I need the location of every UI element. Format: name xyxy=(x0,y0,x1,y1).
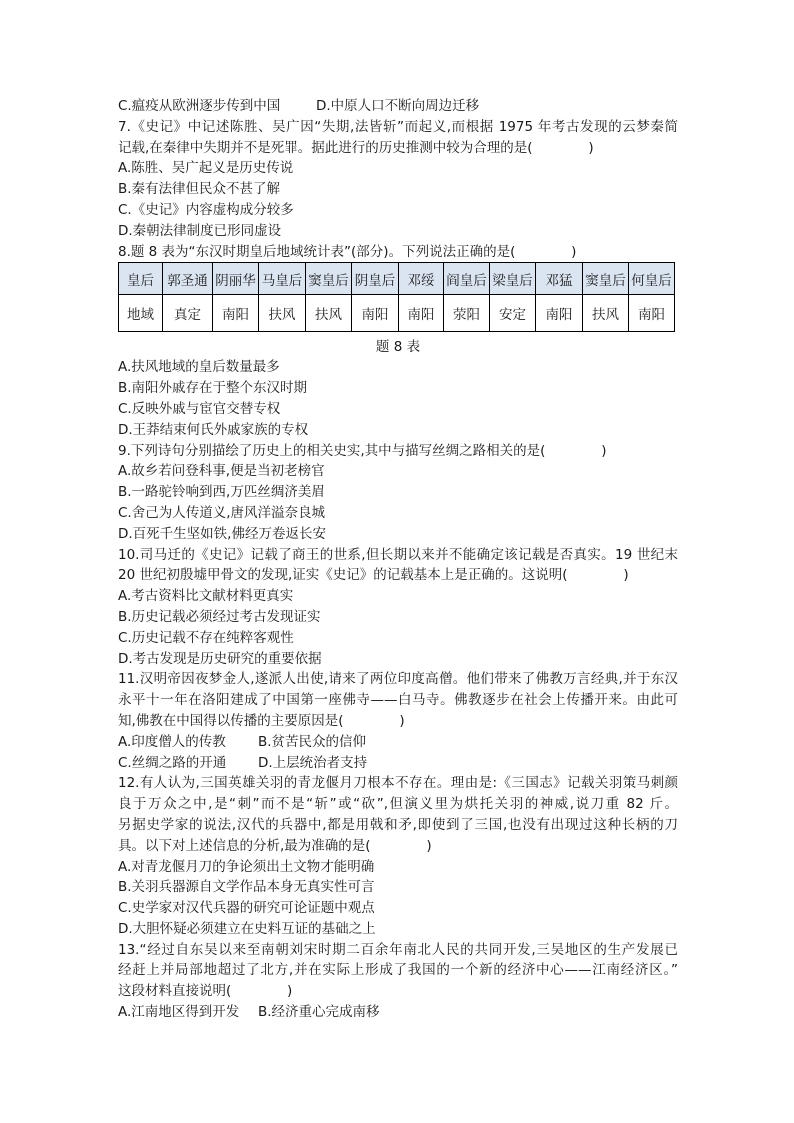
q10-option-d: D.考古发现是历史研究的重要依据 xyxy=(118,650,322,667)
q11-options-row-2 xyxy=(118,753,678,774)
q10-stem-line-1: 10.司马迁的《史记》记载了商王的世系,但长期以来并不能确定该记载是否真实。19 世纪末 xyxy=(118,546,678,563)
q12-option-b: B.关羽兵器源自文学作品本身无真实性可言 xyxy=(118,879,375,896)
q11-option-d: D.上层统治者支持 xyxy=(258,754,368,771)
q6-options-row xyxy=(118,96,678,117)
q6-option-c: C.瘟疫从欧洲逐步传到中国 xyxy=(118,98,281,114)
q12-stem-line-2: 良于万众之中,是“刺”而不是“斩”或“砍”,但演义里为烘托关羽的神威,说刀重 82 斤。 xyxy=(118,796,678,813)
table-cell: 南阳 xyxy=(536,295,583,332)
table-cell: 真定 xyxy=(163,295,213,332)
q7-option-c: C.《史记》内容虚构成分较多 xyxy=(118,201,294,218)
q6-option-d: D.中原人口不断向周边迁移 xyxy=(316,98,480,114)
q13-stem-line-1: 13.“经过自东吴以来至南朝刘宋时期二百余年南北人民的共同开发,三吴地区的生产发展已 xyxy=(118,941,678,958)
q12-stem-line-4: 具。以下对上述信息的分析,最为准确的是( ) xyxy=(118,837,432,854)
q9-option-a: A.故乡若问登科事,便是当初老榜官 xyxy=(118,463,325,480)
table-cell: 南阳 xyxy=(352,295,399,332)
q13-options-row xyxy=(118,1002,678,1023)
q9-option-b: B.一路驼铃响到西,万匹丝绸济美眉 xyxy=(118,484,325,501)
table-header-cell: 何皇后 xyxy=(629,263,675,295)
q11-option-a: A.印度僧人的传教 xyxy=(118,733,226,750)
table-cell: 南阳 xyxy=(213,295,259,332)
q7-option-a: A.陈胜、吴广起义是历史传说 xyxy=(118,160,294,177)
q11-stem-line-2: 永平十一年在洛阳建成了中国第一座佛寺——白马寺。佛教逐步在社会上传播开来。由此可 xyxy=(118,692,678,709)
table-header-cell: 阎皇后 xyxy=(444,263,490,295)
q12-option-d: D.大胆怀疑必须建立在史料互证的基础之上 xyxy=(118,920,376,937)
table-cell: 安定 xyxy=(490,295,536,332)
q11-option-c: C.丝绸之路的开通 xyxy=(118,754,227,771)
q10-option-a: A.考古资料比文献材料更真实 xyxy=(118,588,294,605)
q13-stem-line-2: 经赶上并局部地超过了北方,并在实际上形成了我国的一个新的经济中心——江南经济区。” xyxy=(118,962,678,979)
table-row xyxy=(119,295,675,332)
table-header-cell: 邓猛 xyxy=(536,263,583,295)
q7-option-d: D.秦朝法律制度已形同虚设 xyxy=(118,222,282,239)
q12-option-c: C.史学家对汉代兵器的研究可论证题中观点 xyxy=(118,900,375,917)
table-cell: 扶风 xyxy=(306,295,352,332)
q9-option-d: D.百死千生坚如铁,佛经万卷返长安 xyxy=(118,525,326,542)
q12-stem-line-1: 12.有人认为,三国英雄关羽的青龙偃月刀根本不存在。理由是:《三国志》记载关羽策马刺颜 xyxy=(118,775,678,792)
q11-stem-line-1: 11.汉明帝因夜梦金人,遂派人出使,请来了两位印度高僧。他们带来了佛教万言经典,并于东汉 xyxy=(118,671,678,688)
q8-stem: 8.题 8 表为“东汉时期皇后地域统计表”(部分)。下列说法正确的是( ) xyxy=(118,243,577,260)
q12-stem-line-3: 另据史学家的说法,汉代的兵器中,都是用戟和矛,即使到了三国,也没有出现过这种长柄的刀 xyxy=(118,816,678,833)
table-header-cell: 马皇后 xyxy=(259,263,306,295)
q12-option-a: A.对青龙偃月刀的争论须出土文物才能明确 xyxy=(118,858,375,875)
q13-option-a: A.江南地区得到开发 xyxy=(118,1004,240,1021)
table-header-cell: 窦皇后 xyxy=(583,263,629,295)
q8-option-a: A.扶风地域的皇后数量最多 xyxy=(118,359,280,376)
table-cell: 南阳 xyxy=(399,295,444,332)
table-caption: 题 8 表 xyxy=(375,339,421,356)
table-header-cell: 阴皇后 xyxy=(352,263,399,295)
q11-options-row-1 xyxy=(118,732,678,753)
q7-stem-line-1: 7.《史记》中记述陈胜、吴广因“失期,法皆斩”而起义,而根据 1975 年考古发现的云梦秦简 xyxy=(118,118,678,135)
q10-option-b: B.历史记载必须经过考古发现证实 xyxy=(118,608,321,625)
table-cell: 扶风 xyxy=(583,295,629,332)
table-header-cell: 阴丽华 xyxy=(213,263,259,295)
table-cell: 荥阳 xyxy=(444,295,490,332)
q13-stem-line-3: 这段材料直接说明( ) xyxy=(118,983,293,1000)
q8-option-d: D.王莽结束何氏外戚家族的专权 xyxy=(118,421,309,438)
table-cell: 南阳 xyxy=(629,295,675,332)
q9-stem: 9.下列诗句分别描绘了历史上的相关史实,其中与描写丝绸之路相关的是( ) xyxy=(118,442,607,459)
exam-content xyxy=(118,96,678,1023)
q9-option-c: C.舍己为人传道义,唐风洋溢奈良城 xyxy=(118,504,326,521)
table-header-cell: 郭圣通 xyxy=(163,263,213,295)
table-header-cell: 梁皇后 xyxy=(490,263,536,295)
q10-stem-line-2: 20 世纪初殷墟甲骨文的发现,证实《史记》的记载基本上是正确的。这说明( ) xyxy=(118,567,629,584)
q13-option-b: B.经济重心完成南移 xyxy=(258,1004,380,1021)
empress-region-table xyxy=(118,262,675,332)
q7-stem-line-2: 记载,在秦律中失期并不是死罪。据此进行的历史推测中较为合理的是( ) xyxy=(118,139,594,156)
table-header-row xyxy=(119,263,675,295)
q8-option-b: B.南阳外戚存在于整个东汉时期 xyxy=(118,380,308,397)
q11-option-b: B.贫苦民众的信仰 xyxy=(258,733,367,750)
q11-stem-line-3: 知,佛教在中国得以传播的主要原因是( ) xyxy=(118,712,405,729)
q10-option-c: C.历史记载不存在纯粹客观性 xyxy=(118,629,294,646)
q8-option-c: C.反映外戚与宦官交替专权 xyxy=(118,400,281,417)
table-cell: 地域 xyxy=(119,295,163,332)
q7-option-b: B.秦有法律但民众不甚了解 xyxy=(118,181,281,198)
table-cell: 扶风 xyxy=(259,295,306,332)
table-header-cell: 皇后 xyxy=(119,263,163,295)
table-header-cell: 邓绥 xyxy=(399,263,444,295)
table-header-cell: 窦皇后 xyxy=(306,263,352,295)
